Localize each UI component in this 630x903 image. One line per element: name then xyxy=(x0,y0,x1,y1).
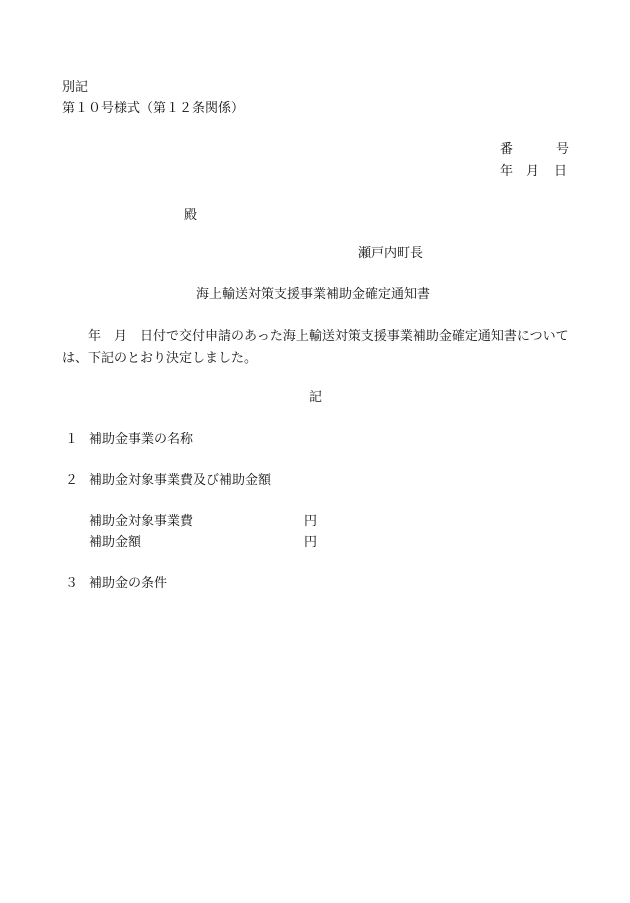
item-3-label: 補助金の条件 xyxy=(89,576,168,591)
sender-title: 瀬戸内町長 xyxy=(358,246,424,261)
ki-label: 記 xyxy=(309,390,323,405)
item-1-label: 補助金事業の名称 xyxy=(89,432,194,447)
form-number: 第１０号様式（第１２条関係） xyxy=(62,101,245,116)
item-2-number: ２ xyxy=(65,473,79,488)
item-2-label: 補助金対象事業費及び補助金額 xyxy=(89,473,272,488)
subsidy-target-cost-unit: 円 xyxy=(304,514,318,529)
subsidy-target-cost-label: 補助金対象事業費 xyxy=(89,514,194,529)
betsuki-label: 別記 xyxy=(62,80,89,95)
year-label: 年 xyxy=(500,164,514,179)
month-label: 月 xyxy=(526,164,540,179)
subsidy-amount-unit: 円 xyxy=(304,535,318,550)
item-1-number: １ xyxy=(65,432,79,447)
subsidy-amount-label: 補助金額 xyxy=(89,535,142,550)
body-paragraph: 年 月 日付で交付申請のあった海上輸送対策支援事業補助金確定通知書については、下記のとおり決定しました。 xyxy=(62,329,569,366)
day-label: 日 xyxy=(554,164,568,179)
document-title: 海上輸送対策支援事業補助金確定通知書 xyxy=(196,287,431,302)
go-label: 号 xyxy=(556,142,570,157)
ban-label: 番 xyxy=(500,142,514,157)
item-3-number: ３ xyxy=(65,576,79,591)
addressee-dono: 殿 xyxy=(184,208,198,223)
